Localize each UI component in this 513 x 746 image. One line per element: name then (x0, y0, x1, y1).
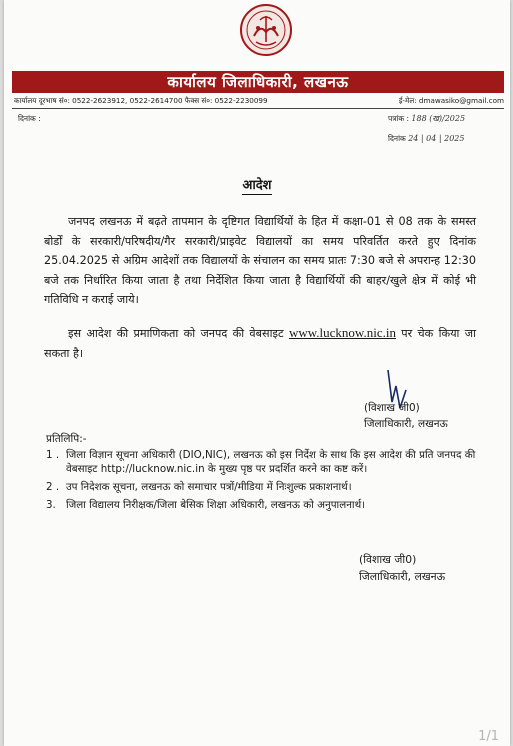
up-emblem-icon (240, 2, 292, 58)
list-item-text: जिला विद्यालय निरीक्षक/जिला बेसिक शिक्षा अधिकारी, लखनऊ को अनुपालनार्थ। (66, 499, 366, 511)
list-item (46, 448, 486, 476)
office-phone-fax: कार्यालय दूरभाष सं०: 0522-2623912, 0522-2614700 फैक्स सं०: 0522-2230099 (14, 96, 268, 105)
date-label: दिनांक (388, 134, 406, 143)
order-title (4, 175, 510, 193)
verify-text-after: पर चेक किया जा सकता है। (44, 327, 476, 360)
list-item-number: 3. (46, 499, 56, 511)
copies-list (46, 448, 486, 516)
patrank-value: 188 (ख)/2025 (411, 114, 466, 123)
signatory-designation: जिलाधिकारी, लखनऊ (359, 570, 446, 583)
list-item (46, 480, 486, 494)
dinank-label: दिनांक : (18, 114, 41, 123)
patrank-label: पत्रांक : (388, 114, 410, 123)
page-indicator: 1/1 (478, 729, 499, 744)
patrank-line (388, 113, 465, 124)
list-item (46, 498, 486, 512)
document-page (4, 0, 510, 746)
signatory-name: (विशाख जी0) (364, 402, 420, 414)
office-email: ई-मेल: dmawasiko@gmail.com (398, 96, 504, 105)
website-link[interactable]: www.lucknow.nic.in (288, 325, 396, 340)
list-item-text: जिला विज्ञान सूचना अधिकारी (DIO,NIC), लखनऊ को इस निर्देश के साथ कि इस आदेश की प्रति जनपद की वेबसाइट http://lucknow.nic.in के मुख्य पृष्ठ पर प्रदर्शित करने का कष्ट करें। (66, 449, 476, 475)
letterhead-banner (12, 71, 504, 93)
date-line (388, 134, 464, 144)
list-item-text: उप निदेशक सूचना, लखनऊ को समाचार पत्रों/मीडिया में निःशुल्क प्रकाशनार्थ। (66, 481, 352, 493)
order-paragraph-2 (44, 323, 476, 363)
list-item-number: 1 . (46, 449, 60, 461)
signatory-designation: जिलाधिकारी, लखनऊ (364, 418, 448, 430)
signature-block-2 (359, 551, 445, 585)
list-item-number: 2 . (46, 481, 60, 493)
verify-text-before: इस आदेश की प्रमाणिकता को जनपद की वेबसाइट (68, 327, 289, 340)
date-value: 24 | 04 | 2025 (408, 134, 465, 143)
order-paragraph-1: जनपद लखनऊ में बढ़ते तापमान के दृष्टिगत विद्यार्थियों के हित में कक्षा-01 से 08 तक के समस्त बोर्डों के सरकारी/परिषदीय/गैर सरकारी/प्राइवेट विद्यालयों का समय परिवर्तित करते हुए दिनांक 25.04.2025 से अग्रिम आदेशों तक विद्यालयों के संचालन का समय प्रातः 7:30 बजे से अपरान्ह 12:30 बजे तक निर्धारित किया जाता है तथा निर्देशित किया जाता है विद्यार्थियों की बाहर/खुले क्षेत्र में कोई भी गतिविधि न कराई जाये। (44, 215, 476, 306)
letterhead-divider (12, 108, 504, 109)
signature-block-1 (364, 400, 448, 432)
office-title: कार्यालय जिलाधिकारी, लखनऊ (167, 73, 349, 91)
copies-heading: प्रतिलिपि:- (46, 433, 87, 445)
order-title-text: आदेश (242, 178, 272, 193)
signatory-name: (विशाख जी0) (359, 553, 417, 566)
